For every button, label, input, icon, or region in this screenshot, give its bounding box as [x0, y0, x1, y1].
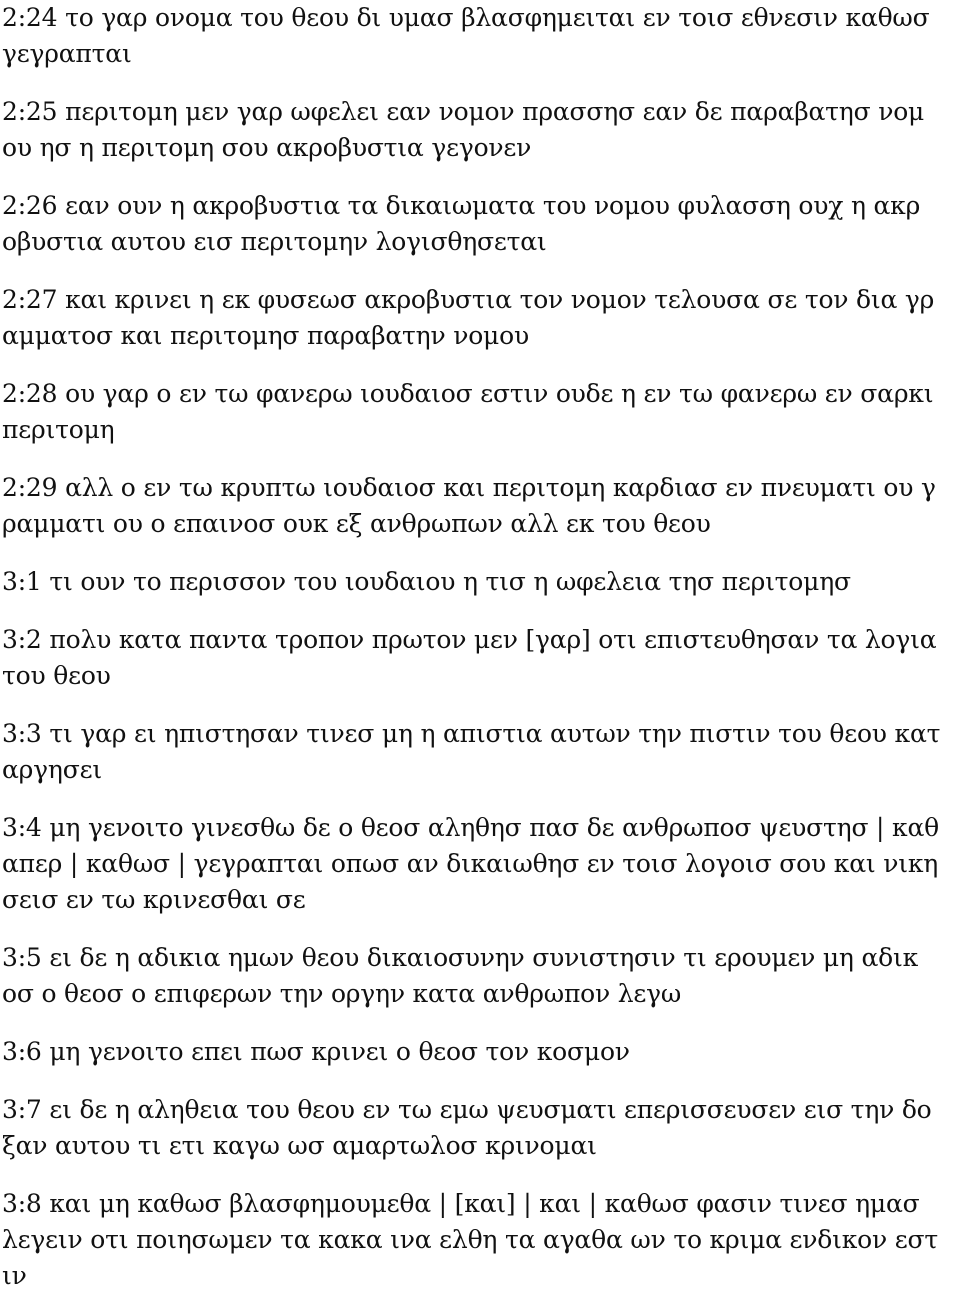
verse-line: 3:3 τι γαρ ει ηπιστησαν τινεσ μη η απιστια αυτων την πιστιν του θεου κατ [2, 719, 941, 748]
verse-line: ξαν αυτου τι ετι καγω ωσ αμαρτωλοσ κρινομαι [2, 1131, 597, 1160]
verse-2-29 [2, 470, 960, 542]
verse-3-5 [2, 940, 960, 1012]
verse-line: 3:2 πολυ κατα παντα τροπον πρωτον μεν [γαρ] οτι επιστευθησαν τα λογια [2, 625, 937, 654]
verse-3-4 [2, 810, 960, 918]
verse-2-27 [2, 282, 960, 354]
verse-line: σεισ εν τω κρινεσθαι σε [2, 885, 306, 914]
verse-line: γεγραπται [2, 39, 132, 68]
verse-line: ραμματι ου ο επαινοσ ουκ εξ ανθρωπων αλλ εκ του θεου [2, 509, 711, 538]
verse-line: 2:26 εαν ουν η ακροβυστια τα δικαιωματα του νομου φυλασση ουχ η ακρ [2, 191, 921, 220]
verse-line: 3:8 και μη καθωσ βλασφημουμεθα | [και] | και | καθωσ φασιν τινεσ ημασ [2, 1189, 920, 1218]
verse-line: αμματοσ και περιτομησ παραβατην νομου [2, 321, 529, 350]
verse-line: απερ | καθωσ | γεγραπται οπωσ αν δικαιωθησ εν τοισ λογοισ σου και νικη [2, 849, 939, 878]
verse-line: 2:29 αλλ ο εν τω κρυπτω ιουδαιοσ και περιτομη καρδιασ εν πνευματι ου γ [2, 473, 936, 502]
verse-3-7 [2, 1092, 960, 1164]
verse-3-8 [2, 1186, 960, 1294]
verse-2-25 [2, 94, 960, 166]
verse-2-24 [2, 0, 960, 72]
verse-3-2 [2, 622, 960, 694]
verse-line: 2:27 και κρινει η εκ φυσεωσ ακροβυστια τον νομον τελουσα σε τον δια γρ [2, 285, 935, 314]
verse-3-6 [2, 1034, 960, 1070]
verse-3-3 [2, 716, 960, 788]
verse-line: λεγειν οτι ποιησωμεν τα κακα ινα ελθη τα αγαθα ων το κριμα ενδικον εστ [2, 1225, 939, 1254]
verse-line: 2:28 ου γαρ ο εν τω φανερω ιουδαιοσ εστιν ουδε η εν τω φανερω εν σαρκι [2, 379, 934, 408]
verse-line: 3:1 τι ουν το περισσον του ιουδαιου η τισ η ωφελεια τησ περιτομησ [2, 567, 851, 596]
verse-line: 3:6 μη γενοιτο επει πωσ κρινει ο θεοσ τον κοσμον [2, 1037, 630, 1066]
verse-line: περιτομη [2, 415, 115, 444]
verse-line: 2:25 περιτομη μεν γαρ ωφελει εαν νομον πρασσησ εαν δε παραβατησ νομ [2, 97, 925, 126]
verse-2-28 [2, 376, 960, 448]
verse-line: 3:7 ει δε η αληθεια του θεου εν τω εμω ψευσματι επερισσευσεν εισ την δο [2, 1095, 932, 1124]
verse-2-26 [2, 188, 960, 260]
verse-line: 3:4 μη γενοιτο γινεσθω δε ο θεοσ αληθησ πασ δε ανθρωποσ ψευστησ | καθ [2, 813, 939, 842]
verse-line: του θεου [2, 661, 111, 690]
verse-line: ου ησ η περιτομη σου ακροβυστια γεγονεν [2, 133, 532, 162]
verse-line: οβυστια αυτου εισ περιτομην λογισθησεται [2, 227, 547, 256]
verse-3-1 [2, 564, 960, 600]
verse-line: 2:24 το γαρ ονομα του θεου δι υμασ βλασφημειται εν τοισ εθνεσιν καθωσ [2, 3, 930, 32]
verse-line: οσ ο θεοσ ο επιφερων την οργην κατα ανθρωπον λεγω [2, 979, 682, 1008]
verse-line: ιν [2, 1261, 27, 1290]
verse-line: 3:5 ει δε η αδικια ημων θεου δικαιοσυνην συνιστησιν τι ερουμεν μη αδικ [2, 943, 919, 972]
verse-line: αργησει [2, 755, 102, 784]
